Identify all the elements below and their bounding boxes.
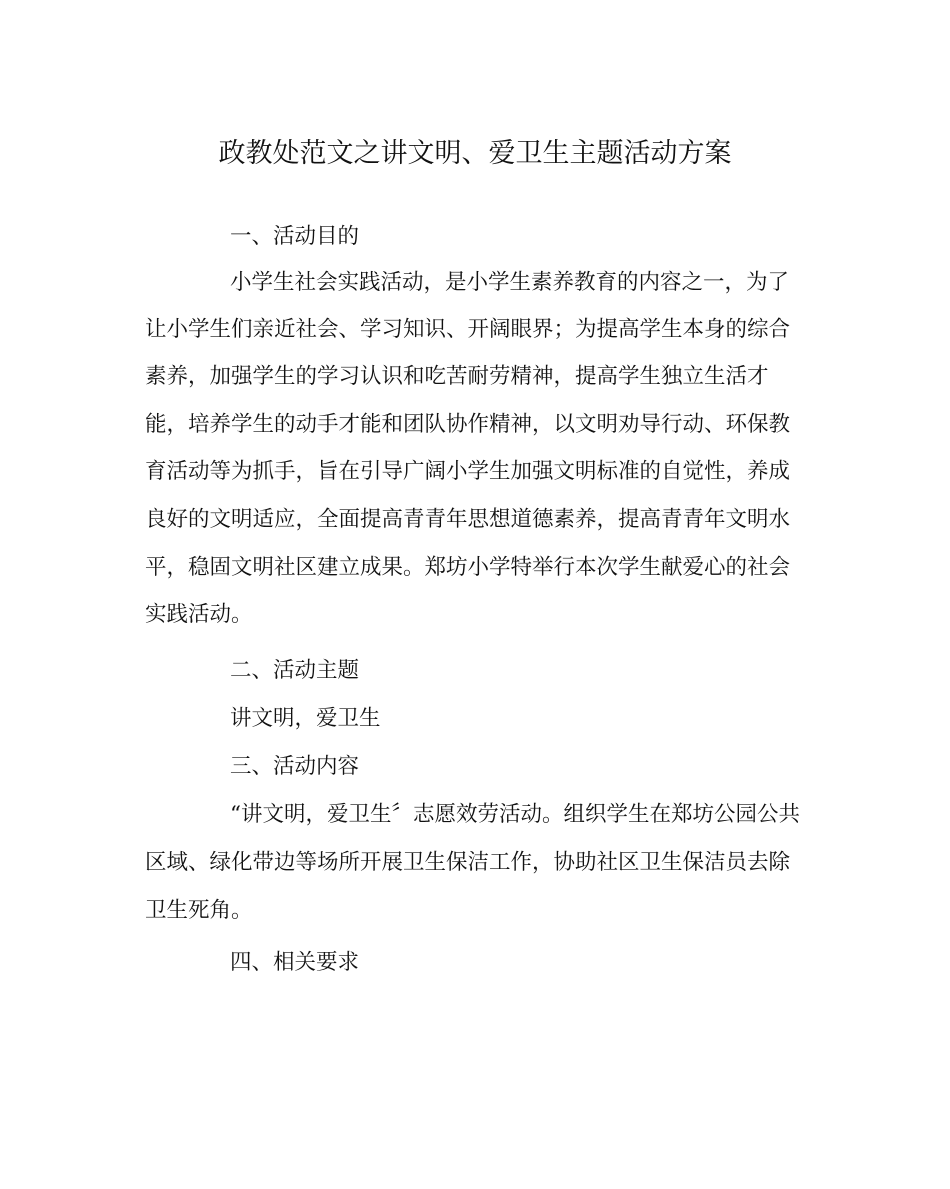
section-heading-theme: 二、活动主题 <box>230 658 360 683</box>
paragraph-line: 育活动等为抓手，旨在引导广阔小学生加强文明标准的自觉性，养成 <box>145 459 791 484</box>
section-heading-purpose: 一、活动目的 <box>230 224 360 249</box>
theme-text: 讲文明，爱卫生 <box>230 706 381 731</box>
paragraph-line: 良好的文明适应，全面提高青青年思想道德素养，提高青青年文明水 <box>145 507 791 532</box>
paragraph-line: “讲文明，爱卫生〞志愿效劳活动。组织学生在郑坊公园公共 <box>230 802 800 827</box>
paragraph-line: 素养，加强学生的学习认识和吃苦耐劳精神，提高学生独立生活才 <box>145 364 769 389</box>
paragraph-line: 小学生社会实践活动，是小学生素养教育的内容之一，为了 <box>230 270 790 295</box>
section-heading-content: 三、活动内容 <box>230 754 360 779</box>
paragraph-line: 让小学生们亲近社会、学习知识、开阔眼界；为提高学生本身的综合 <box>145 317 791 342</box>
paragraph-line: 平，稳固文明社区建立成果。郑坊小学特举行本次学生献爱心的社会 <box>145 555 791 580</box>
paragraph-line: 能，培养学生的动手才能和团队协作精神，以文明劝导行动、环保教 <box>145 412 791 437</box>
paragraph-line: 实践活动。 <box>145 602 253 627</box>
section-heading-requirements: 四、相关要求 <box>230 950 360 975</box>
paragraph-line: 区域、绿化带边等场所开展卫生保洁工作，协助社区卫生保洁员去除 <box>145 850 791 875</box>
document-title: 政教处范文之讲文明、爱卫生主题活动方案 <box>218 138 732 169</box>
paragraph-line: 卫生死角。 <box>145 898 253 923</box>
